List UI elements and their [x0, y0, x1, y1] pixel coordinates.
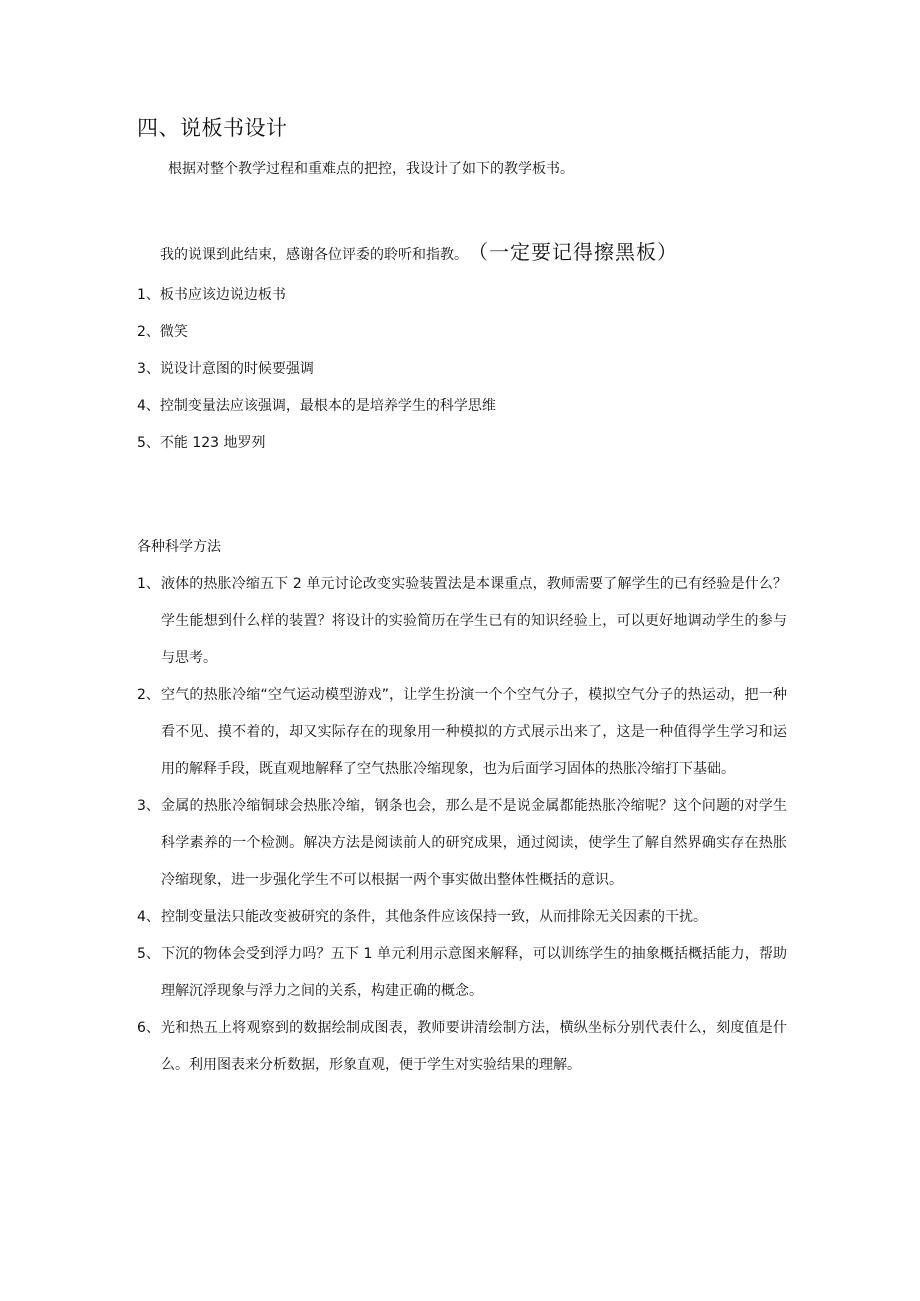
- list-item: [137, 788, 787, 899]
- list-item: [137, 936, 787, 1010]
- list-item: [137, 566, 787, 677]
- item-number: 4、: [137, 398, 160, 414]
- list-item: [137, 899, 787, 936]
- methods-title: 各种科学方法: [137, 539, 221, 555]
- list-item: [137, 321, 797, 358]
- item-number: 2、: [137, 687, 160, 703]
- item-text: 液体的热胀冷缩五下 2 单元讨论改变实验装置法是本课重点，教师需要了解学生的已有经验是什么？学生能想到什么样的装置？将设计的实验简历在学生已有的知识经验上，可以更好地调动学生的参与与思考。: [161, 576, 787, 666]
- item-text: 光和热五上将观察到的数据绘制成图表，教师要讲清绘制方法，横纵坐标分别代表什么，刻度值是什么。利用图表来分析数据，形象直观，便于学生对实验结果的理解。: [161, 1020, 787, 1073]
- intro-paragraph: 根据对整个教学过程和重难点的把控，我设计了如下的教学板书。: [168, 161, 574, 177]
- tips-list: [137, 284, 797, 469]
- closing-emphasis: （一定要记得擦黑板）: [478, 240, 678, 264]
- list-item: [137, 432, 797, 469]
- closing-paragraph: [160, 236, 678, 265]
- methods-list: [137, 566, 787, 1084]
- item-number: 3、: [137, 361, 160, 377]
- item-text: 控制变量法应该强调，最根本的是培养学生的科学思维: [159, 398, 496, 414]
- item-number: 1、: [137, 287, 160, 303]
- item-number: 2、: [137, 324, 160, 340]
- item-text: 微笑: [159, 324, 188, 340]
- list-item: [137, 1010, 787, 1084]
- item-text: 不能 123 地罗列: [159, 435, 266, 451]
- item-number: 4、: [137, 909, 160, 925]
- item-text: 说设计意图的时候要强调: [159, 361, 314, 377]
- closing-text: 我的说课到此结束，感谢各位评委的聆听和指教。: [160, 247, 468, 263]
- item-text: 空气的热胀冷缩“空气运动模型游戏”，让学生扮演一个个空气分子，模拟空气分子的热运动，把一种看不见、摸不着的，却又实际存在的现象用一种模拟的方式展示出来了，这是一种值得学生学习和运用的解释手段，既直观地解释了空气热胀冷缩现象，也为后面学习固体的热胀冷缩打下基础。: [161, 687, 787, 777]
- item-number: 3、: [137, 798, 160, 814]
- item-text: 下沉的物体会受到浮力吗？五下 1 单元利用示意图来解释，可以训练学生的抽象概括概括能力，帮助理解沉浮现象与浮力之间的关系，构建正确的概念。: [161, 946, 787, 999]
- list-item: [137, 395, 797, 432]
- item-text: 板书应该边说边板书: [159, 287, 286, 303]
- item-number: 5、: [137, 435, 160, 451]
- list-item: [137, 677, 787, 788]
- list-item: [137, 358, 797, 395]
- item-text: 金属的热胀冷缩铜球会热胀冷缩，钢条也会，那么是不是说金属都能热胀冷缩呢？这个问题的对学生科学素养的一个检测。解决方法是阅读前人的研究成果，通过阅读，使学生了解自然界确实存在热胀冷缩现象，进一步强化学生不可以根据一两个事实做出整体性概括的意识。: [161, 798, 787, 888]
- item-text: 控制变量法只能改变被研究的条件，其他条件应该保持一致，从而排除无关因素的干扰。: [161, 909, 707, 925]
- item-number: 1、: [137, 576, 160, 592]
- item-number: 5、: [137, 946, 160, 962]
- list-item: [137, 284, 797, 321]
- section-heading: 四、说板书设计: [137, 116, 288, 140]
- item-number: 6、: [137, 1020, 160, 1036]
